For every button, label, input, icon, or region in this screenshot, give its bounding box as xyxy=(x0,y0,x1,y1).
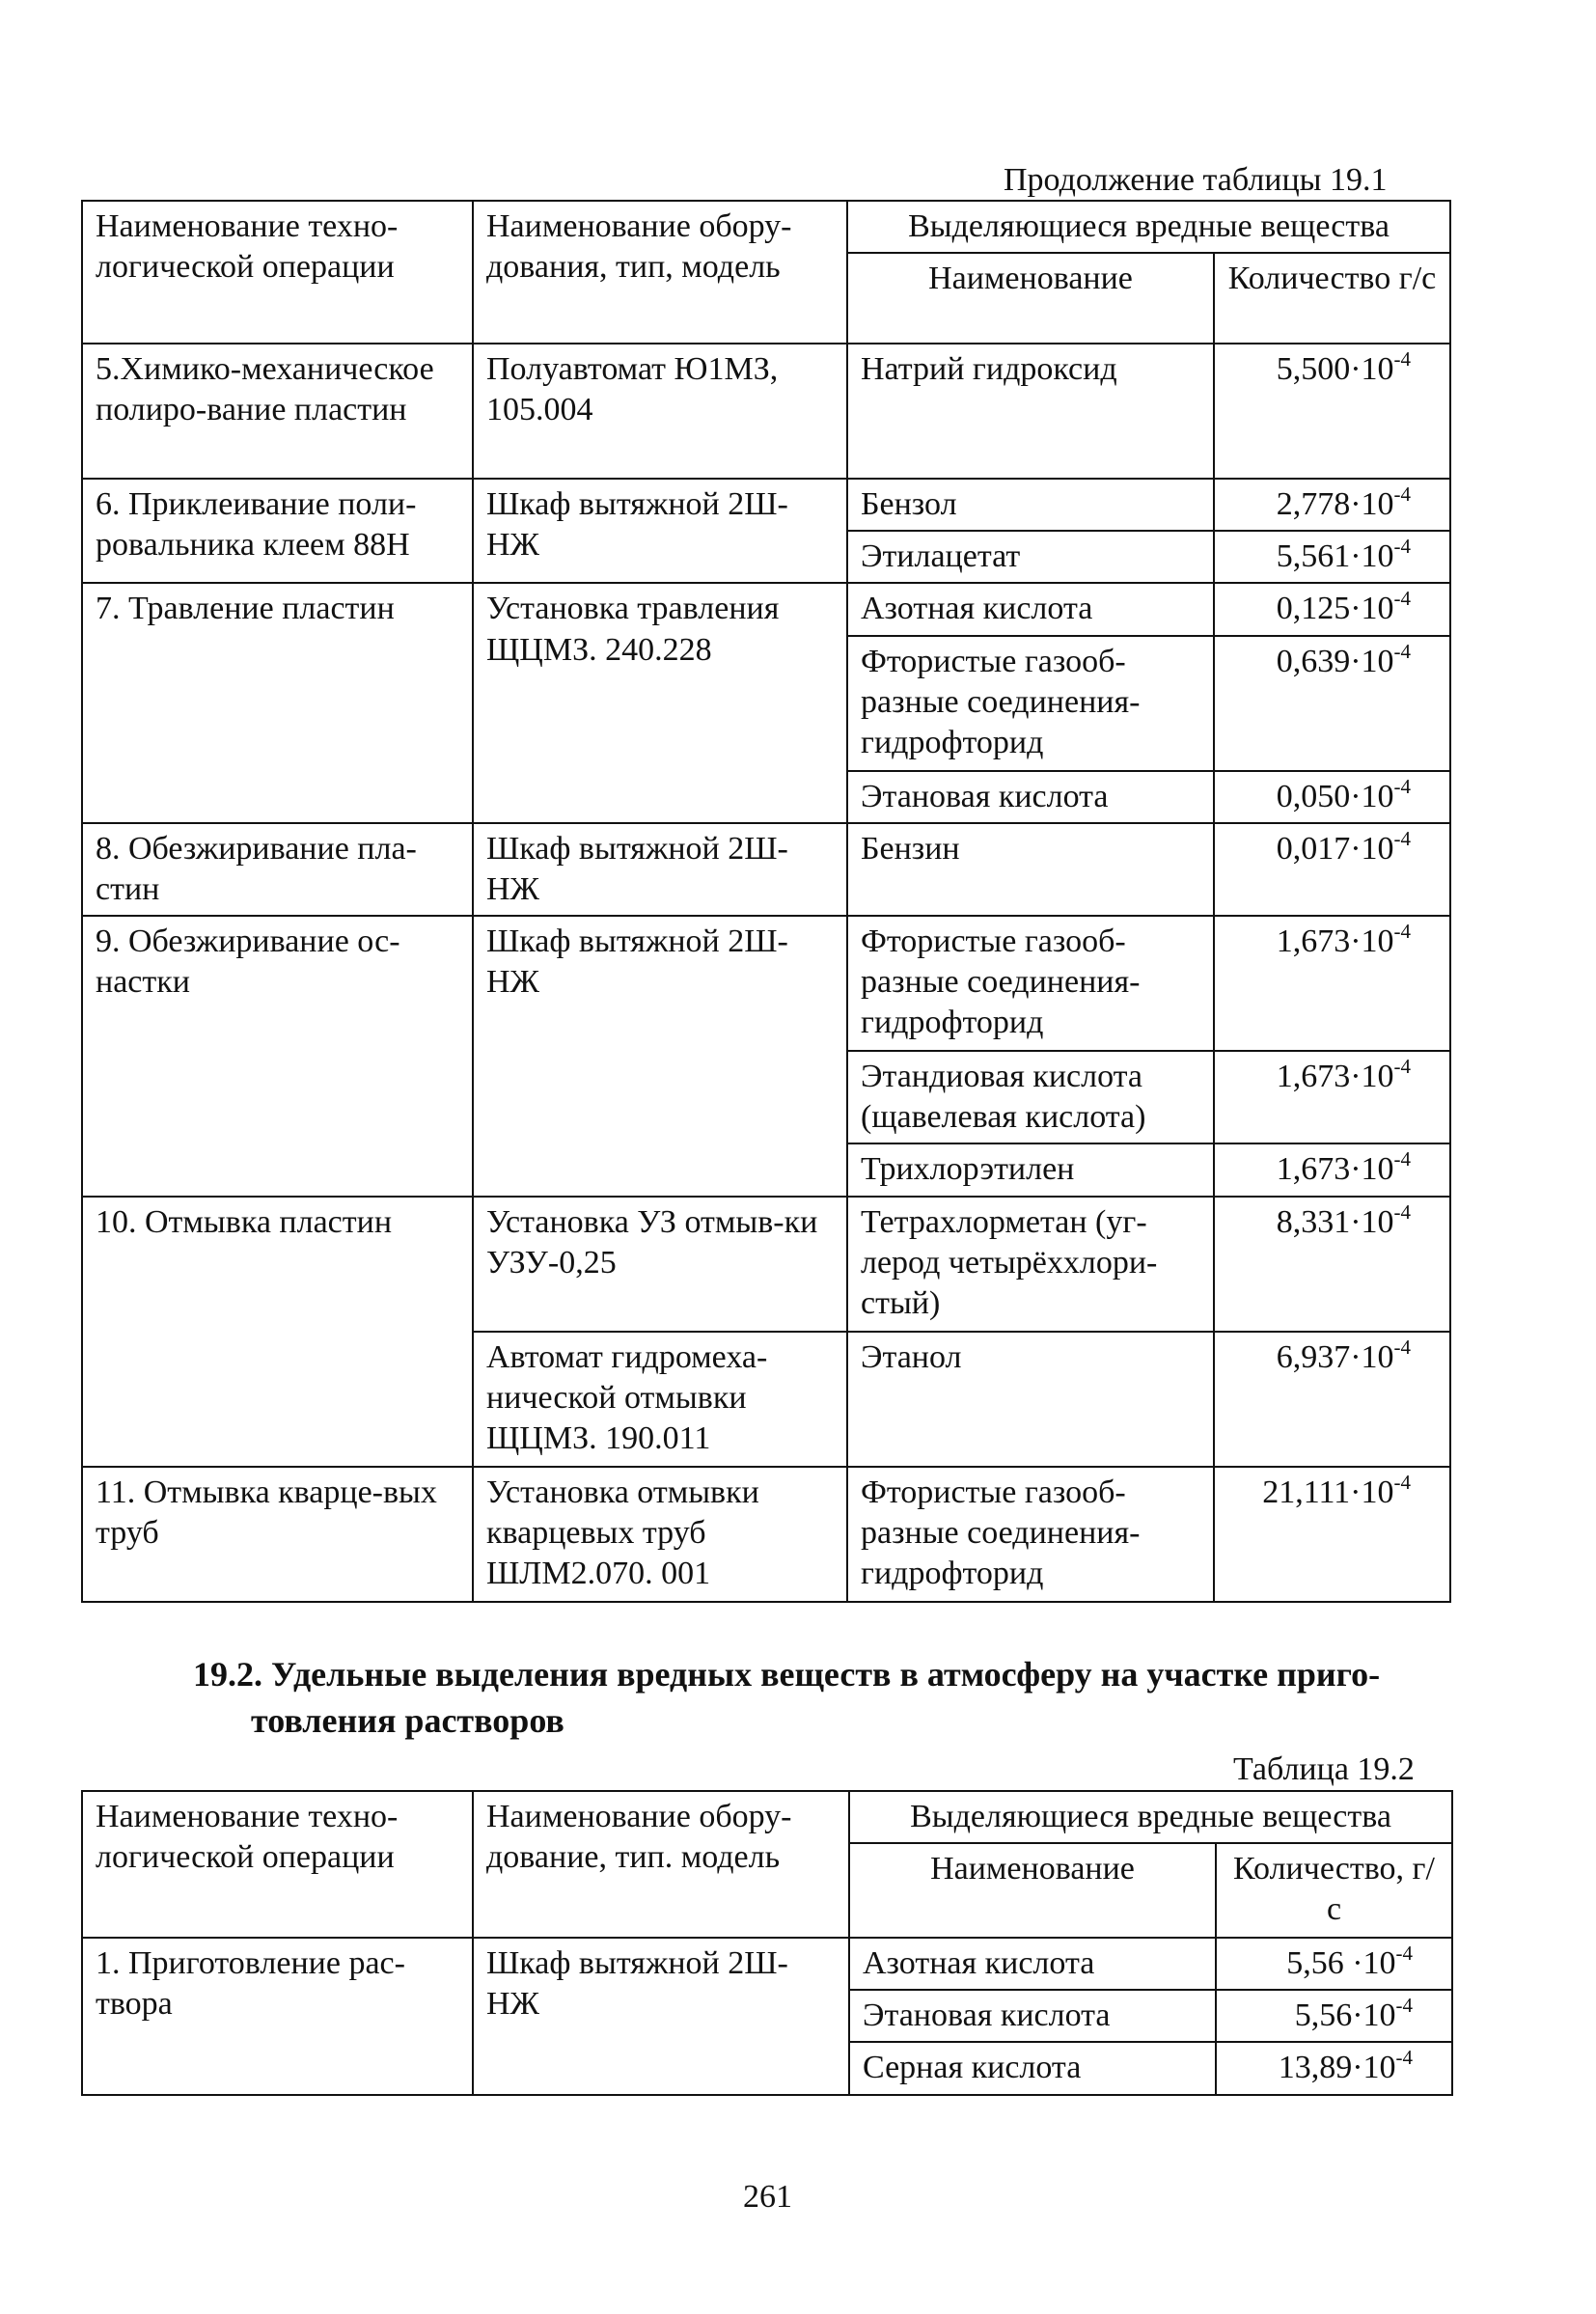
equipment-cell: Автомат гидромеха-нической отмывки ЩЦМЗ. 190.011 xyxy=(473,1332,847,1467)
operation-cell: 5.Химико-механическое полиро-вание пластин xyxy=(82,344,473,479)
equipment-cell: Шкаф вытяжной 2Ш-НЖ xyxy=(473,1938,849,2094)
header-substance-name: Наименование xyxy=(849,1843,1216,1938)
quantity-cell: $5,56\cdot 10^{-4}$ xyxy=(1216,1990,1452,2042)
header-quantity: Количество г/с xyxy=(1214,253,1450,344)
substance-cell: Бензин xyxy=(847,823,1214,916)
table-row xyxy=(82,1197,1450,1332)
quantity-cell: $2,778\cdot 10^{-4}$ xyxy=(1214,479,1450,531)
operation-cell: 11. Отмывка кварце-вых труб xyxy=(82,1467,473,1602)
equipment-cell: Установка травления ЩЦМЗ. 240.228 xyxy=(473,583,847,822)
substance-cell: Фтористые газооб-разные соединения-гидрофторид xyxy=(847,916,1214,1051)
quantity-cell: $8,331\cdot 10^{-4}$ xyxy=(1214,1197,1450,1332)
table-19-1 xyxy=(81,200,1451,1603)
quantity-cell: $0,125\cdot 10^{-4}$ xyxy=(1214,583,1450,635)
substance-cell: Этилацетат xyxy=(847,531,1214,583)
quantity-cell: $0,017\cdot 10^{-4}$ xyxy=(1214,823,1450,916)
operation-cell: 9. Обезжиривание ос-настки xyxy=(82,916,473,1196)
table-row xyxy=(82,1938,1452,1990)
header-equipment: Наименование обору-дования, тип, модель xyxy=(473,201,847,344)
quantity-cell: $6,937\cdot 10^{-4}$ xyxy=(1214,1332,1450,1467)
quantity-cell: $1,673\cdot 10^{-4}$ xyxy=(1214,916,1450,1051)
quantity-cell: $0,639\cdot 10^{-4}$ xyxy=(1214,636,1450,771)
page-number: 261 xyxy=(743,2179,792,2215)
table-row xyxy=(82,916,1450,1051)
substance-cell: Бензол xyxy=(847,479,1214,531)
substance-cell: Тетрахлорметан (уг-лерод четырёххлори-стый) xyxy=(847,1197,1214,1332)
quantity-cell: $5,561\cdot 10^{-4}$ xyxy=(1214,531,1450,583)
quantity-cell: $1,673\cdot 10^{-4}$ xyxy=(1214,1143,1450,1196)
quantity-cell: $13,89\cdot 10^{-4}$ xyxy=(1216,2042,1452,2094)
section-title-line1: 19.2. Удельные выделения вредных веществ в атмосферу на участке приго- xyxy=(193,1655,1381,1694)
table-19-2 xyxy=(81,1790,1453,2096)
header-substances-group: Выделяющиеся вредные вещества xyxy=(847,201,1450,253)
header-equipment: Наименование обору-дование, тип. модель xyxy=(473,1791,849,1938)
substance-cell: Трихлорэтилен xyxy=(847,1143,1214,1196)
substance-cell: Фтористые газооб-разные соединения-гидрофторид xyxy=(847,1467,1214,1602)
table-row xyxy=(82,1467,1450,1602)
table-caption: Таблица 19.2 xyxy=(1233,1751,1415,1787)
substance-cell: Этановая кислота xyxy=(847,771,1214,823)
equipment-cell: Полуавтомат Ю1МЗ, 105.004 xyxy=(473,344,847,479)
header-quantity: Количество, г/с xyxy=(1216,1843,1452,1938)
equipment-cell: Шкаф вытяжной 2Ш-НЖ xyxy=(473,823,847,916)
equipment-cell: Установка УЗ отмыв-ки УЗУ-0,25 xyxy=(473,1197,847,1332)
substance-cell: Этановая кислота xyxy=(849,1990,1216,2042)
substance-cell: Натрий гидроксид xyxy=(847,344,1214,479)
table-row xyxy=(82,344,1450,479)
section-title xyxy=(193,1652,1447,1744)
header-substances-group: Выделяющиеся вредные вещества xyxy=(849,1791,1452,1843)
table-row xyxy=(82,479,1450,531)
quantity-cell: $0,050\cdot 10^{-4}$ xyxy=(1214,771,1450,823)
table-row xyxy=(82,583,1450,635)
substance-cell: Азотная кислота xyxy=(847,583,1214,635)
equipment-cell: Установка отмывки кварцевых труб ШЛМ2.070. 001 xyxy=(473,1467,847,1602)
table-row xyxy=(82,823,1450,916)
quantity-cell: $5,56 \cdot 10^{-4}$ xyxy=(1216,1938,1452,1990)
table-caption: Продолжение таблицы 19.1 xyxy=(1004,162,1388,198)
quantity-cell: $1,673\cdot 10^{-4}$ xyxy=(1214,1051,1450,1143)
operation-cell: 7. Травление пластин xyxy=(82,583,473,822)
header-operation: Наименование техно-логической операции xyxy=(82,201,473,344)
header-operation: Наименование техно-логической операции xyxy=(82,1791,473,1938)
operation-cell: 8. Обезжиривание пла-стин xyxy=(82,823,473,916)
substance-cell: Этанол xyxy=(847,1332,1214,1467)
substance-cell: Азотная кислота xyxy=(849,1938,1216,1990)
operation-cell: 1. Приготовление рас-твора xyxy=(82,1938,473,2094)
operation-cell: 10. Отмывка пластин xyxy=(82,1197,473,1467)
operation-cell: 6. Приклеивание поли-ровальника клеем 88Н xyxy=(82,479,473,583)
substance-cell: Этандиовая кислота (щавелевая кислота) xyxy=(847,1051,1214,1143)
substance-cell: Фтористые газооб-разные соединения-гидрофторид xyxy=(847,636,1214,771)
section-title-line2: товления растворов xyxy=(251,1700,564,1740)
header-substance-name: Наименование xyxy=(847,253,1214,344)
substance-cell: Серная кислота xyxy=(849,2042,1216,2094)
equipment-cell: Шкаф вытяжной 2Ш-НЖ xyxy=(473,916,847,1196)
quantity-cell: $21,111\cdot 10^{-4}$ xyxy=(1214,1467,1450,1602)
equipment-cell: Шкаф вытяжной 2Ш-НЖ xyxy=(473,479,847,583)
quantity-cell: $5,500\cdot 10^{-4}$ xyxy=(1214,344,1450,479)
